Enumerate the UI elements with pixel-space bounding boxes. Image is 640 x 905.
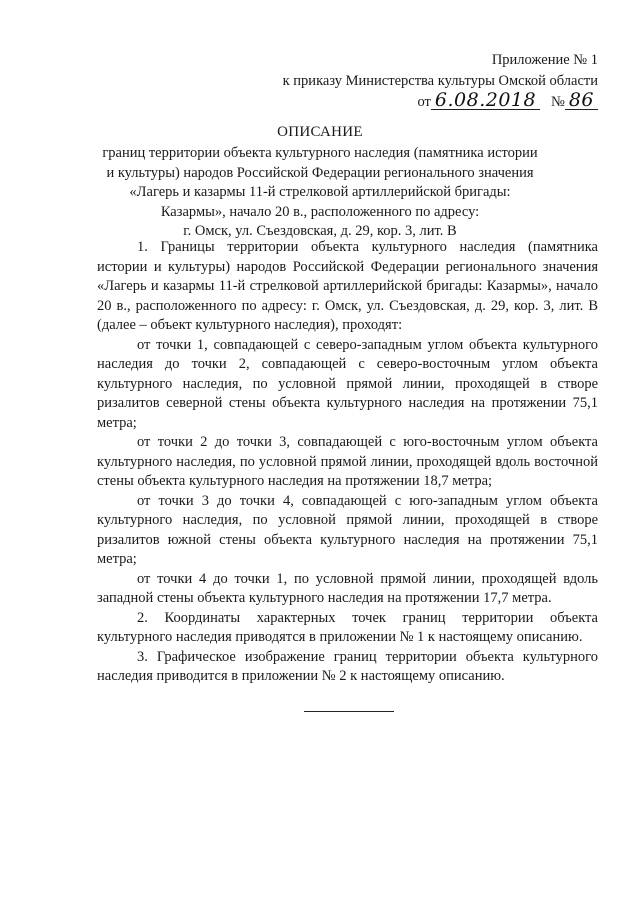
paragraph-3: 3. Графическое изображение границ территории объекта культурного наследия приводится в приложении № 2 к настоящему описанию. (97, 648, 598, 684)
paragraph-1-segment-2: от точки 2 до точки 3, совпадающей с юго-восточным углом объекта культурного наследия, по условной прямой линии, проходящей вдоль восточной стены объекта культурного наследия на протяжении 18,7 метра; (97, 434, 598, 489)
document-title (90, 123, 550, 241)
title-line: г. Омск, ул. Съездовская, д. 29, кор. 3, лит. В (183, 223, 457, 240)
title-main: ОПИСАНИЕ (277, 124, 363, 140)
paragraph-1-segment-4: от точки 4 до точки 1, по условной прямой линии, проходящей вдоль западной стены объекта культурного наследия на протяжении 17,7 метра. (97, 570, 598, 606)
title-line: Казармы», начало 20 в., расположенного по адресу: (160, 203, 480, 220)
appendix-header (160, 50, 598, 114)
appendix-number: Приложение № 1 (491, 52, 598, 68)
document-body (97, 238, 598, 687)
order-reference: к приказу Министерства культуры Омской области (282, 73, 598, 89)
paragraph-1-segment-1: от точки 1, совпадающей с северо-западным углом объекта культурного наследия до точки 2, совпадающей с северо-восточным углом объекта культурного наследия, по условной прямой линии, проходящей в створе ризалитов северной стены объекта культурного наследия на протяжении 75,1 метра; (97, 336, 598, 431)
paragraph-1-segment-3: от точки 3 до точки 4, совпадающей с юго-западным углом объекта культурного наследия, по условной прямой линии, проходящей в створе ризалитов южной стены объекта культурного наследия на протяжении 75,1 метра; (97, 492, 598, 567)
title-line: границ территории объекта культурного наследия (памятника истории (102, 145, 538, 162)
paragraph-2: 2. Координаты характерных точек границ территории объекта культурного наследия приводятся в приложении № 1 к настоящему описанию. (97, 609, 598, 645)
number-prefix: № (550, 94, 565, 110)
date-prefix: от (417, 94, 431, 110)
paragraph-1: 1. Границы территории объекта культурного наследия (памятника истории и культуры) народов Российской Федерации регионального значения «Лагерь и казармы 11-й стрелковой артиллерийской бригады: Казармы», начало 20 в., расположенного по адресу: г. Омск, ул. Съездовская, д. 29, кор. 3, лит. В (далее – объект культурного наследия), проходят: (97, 239, 598, 333)
title-line: и культуры) народов Российской Федерации регионального значения (106, 164, 534, 181)
order-date-number (160, 89, 598, 114)
handwritten-date: 6.08.2018 (431, 92, 540, 110)
title-line: «Лагерь и казармы 11-й стрелковой артиллерийской бригады: (129, 184, 511, 201)
handwritten-number: 86 (565, 92, 598, 110)
end-divider (304, 711, 394, 712)
